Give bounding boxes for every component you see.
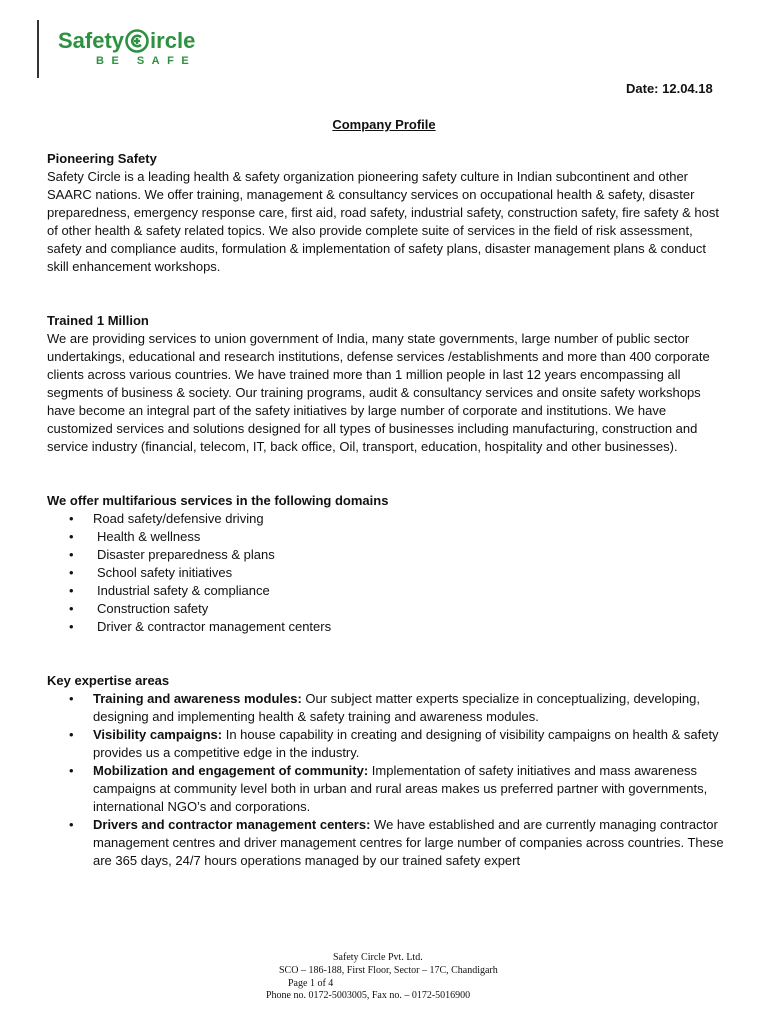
- expertise-text: Implementation of safety initiatives and mass awareness campaigns at community level both in urban and rural areas makes us preferred partner with governments, international NGO’s and corporations.: [93, 763, 708, 814]
- footer-address: SCO – 186-188, First Floor, Sector – 17C, Chandigarh: [279, 965, 498, 976]
- document-title: Company Profile: [332, 117, 436, 132]
- list-item: • School safety initiatives: [47, 564, 727, 582]
- list-item: • Road safety/defensive driving: [47, 510, 727, 528]
- section-body-pioneering: Safety Circle is a leading health & safety organization pioneering safety culture in Indian subcontinent and other SAARC nations. We offer training, management & consultancy services on occupational health & safety, disaster preparedness, emergency response care, first aid, road safety, industrial safety, construction safety, fire safety & host of other health & safety related topics. We also provide complete suite of services in the field of risk assessment, safety and compliance audits, formulation & implementation of safety plans, disaster management plans & conduct skill enhancement workshops.: [47, 169, 719, 274]
- circle-c-icon: [125, 29, 149, 53]
- expertise-label: Drivers and contractor management centers:: [93, 817, 371, 832]
- list-item: [47, 762, 727, 816]
- logo-word-safety: Safety: [58, 28, 125, 53]
- page-edge-line: [37, 20, 39, 78]
- spacer: [47, 456, 727, 492]
- company-logo: [58, 28, 238, 74]
- list-item: [47, 726, 727, 762]
- list-item: • Industrial safety & compliance: [47, 582, 727, 600]
- list-item: [47, 690, 727, 726]
- section-heading-pioneering: Pioneering Safety: [47, 151, 157, 166]
- footer-page-number: Page 1 of 4: [288, 978, 334, 989]
- list-item: • Construction safety: [47, 600, 727, 618]
- footer-phone: Phone no. 0172-5003005, Fax no. – 0172-5016900: [266, 990, 471, 1001]
- list-item: • Health & wellness: [47, 528, 727, 546]
- list-item: • Driver & contractor management centers: [47, 618, 727, 636]
- expertise-list: [47, 690, 727, 870]
- footer-company: Safety Circle Pvt. Ltd.: [333, 952, 423, 963]
- list-item: [47, 816, 727, 870]
- spacer: [47, 276, 727, 312]
- expertise-label: Visibility campaigns:: [93, 727, 223, 742]
- section-heading-expertise: Key expertise areas: [47, 673, 170, 688]
- logo-tagline: BE SAFE: [96, 55, 197, 67]
- document-date: Date: 12.04.18: [626, 81, 713, 96]
- expertise-text: In house capability in creating and designing of visibility campaigns on health & safety provides us a competitive edge in the industry.: [93, 727, 719, 760]
- expertise-text: We have established and are currently managing contractor management centres and driver management centres for large number of companies across countries. These are 365 days, 24/7 hours operations managed by our trained safety expert: [93, 817, 724, 868]
- list-item: • Disaster preparedness & plans: [47, 546, 727, 564]
- logo-wordmark: [58, 28, 238, 54]
- expertise-text: Our subject matter experts specialize in conceptualizing, developing, designing and implementing health & safety training and awareness modules.: [93, 691, 700, 724]
- spacer: [47, 636, 727, 672]
- section-heading-trained: Trained 1 Million: [47, 313, 149, 328]
- expertise-label: Mobilization and engagement of community:: [93, 763, 369, 778]
- logo-word-circle: ircle: [150, 28, 196, 53]
- section-body-trained: We are providing services to union government of India, many state governments, large number of public sector undertakings, educational and research institutions, defense services /establishments and more than 400 corporate clients across various countries. We have trained more than 1 million people in last 12 years encompassing all segments of business & society. Our training programs, audit & consultancy services and onsite safety workshops have become an integral part of the safety initiatives by large number of corporate and institutions. We have customized services and solutions designed for all types of businesses including manufacturing, construction and service industry (financial, telecom, IT, back office, Oil, transport, education, hospitality and other businesses).: [47, 331, 710, 454]
- section-heading-services: We offer multifarious services in the following domains: [47, 493, 389, 508]
- expertise-label: Training and awareness modules:: [93, 691, 302, 706]
- services-list: [47, 510, 727, 636]
- document-body: [47, 150, 727, 870]
